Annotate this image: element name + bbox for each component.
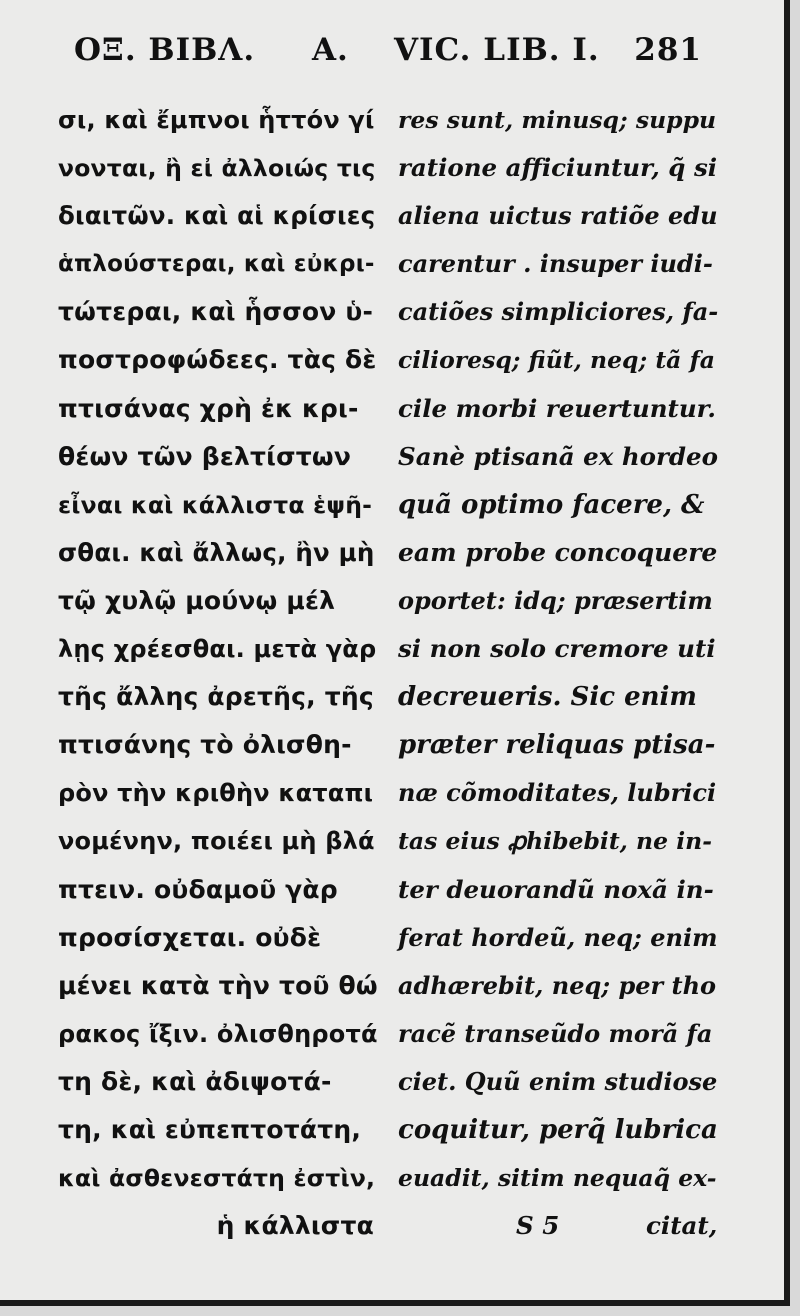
- greek-text-line: μένει κατὰ τὴν τοῦ θώ: [58, 970, 378, 1000]
- running-header: [74, 32, 702, 80]
- greek-text-line: σι, καὶ ἔμπνοι ἧττόν γί: [58, 106, 375, 134]
- greek-text-line: ἁπλούστεραι, καὶ εὐκρι-: [58, 251, 375, 278]
- greek-text-column: [58, 96, 378, 1250]
- page-number: 281: [634, 32, 702, 68]
- latin-text-column: [398, 96, 718, 1250]
- latin-text-line: næ cõmoditates, lubrici: [398, 778, 717, 808]
- greek-text-line: ρὸν τὴν κριθὴν καταπι: [58, 779, 374, 808]
- greek-text-line: σθαι. καὶ ἄλλως, ἢν μὴ: [58, 537, 375, 567]
- greek-text-line: τώτεραι, καὶ ἧσσον ὑ-: [58, 297, 374, 327]
- greek-text-line: τη δὲ, καὶ ἀδιψοτά-: [58, 1066, 332, 1096]
- latin-text-line: quã optimo facere, &: [398, 489, 705, 520]
- greek-text-line: καὶ ἀσθενεστάτη ἐστὶν,: [58, 1164, 376, 1193]
- latin-text-line: tas eius ꝓhibebit, ne in-: [398, 827, 713, 856]
- latin-catchword: citat,: [646, 1211, 718, 1241]
- latin-text-line: Sanè ptisanã ex hordeo: [398, 441, 718, 471]
- latin-text-line: præter reliquas ptisa-: [398, 730, 716, 761]
- latin-text-line: res sunt, minusq; suppu: [398, 106, 717, 134]
- greek-catchword: ἡ κάλλιστα: [216, 1211, 374, 1241]
- latin-text-line: catiões simpliciores, fa-: [398, 297, 719, 327]
- latin-text-line: oportet: idq; præsertim: [398, 585, 713, 615]
- latin-text-line: ter deuorandũ noxã in-: [398, 874, 714, 904]
- latin-text-line: eam probe concoquere: [398, 537, 718, 567]
- latin-text-line: ratione afficiuntur, q̃ si: [398, 153, 718, 183]
- latin-text-line: ciet. Quũ enim studiose: [398, 1066, 718, 1096]
- greek-text-line: προσίσχεται. οὐδὲ: [58, 922, 322, 952]
- greek-text-line: θέων τῶν βελτίστων: [58, 441, 352, 471]
- greek-text-line: εἶναι καὶ κάλλιστα ἑψῆ-: [58, 490, 373, 519]
- latin-text-line: decreueris. Sic enim: [398, 682, 697, 713]
- signature-mark: S 5: [516, 1211, 560, 1241]
- latin-text-line: carentur . insuper iudi-: [398, 249, 713, 279]
- greek-text-line: λῃς χρέεσθαι. μετὰ γὰρ: [58, 635, 377, 664]
- latin-text-line: adhærebit, neq; per tho: [398, 970, 717, 1000]
- latin-text-line: ferat hordeũ, neq; enim: [398, 922, 718, 952]
- greek-text-line: τη, καὶ εὐπεπτοτάτη,: [58, 1114, 362, 1144]
- greek-text-line: ποστροφώδεες. τὰς δὲ: [58, 345, 377, 375]
- greek-text-line: τῷ χυλῷ μούνῳ μέλ: [58, 585, 336, 615]
- greek-text-line: νονται, ἢ εἰ ἀλλοιώς τις: [58, 154, 376, 183]
- greek-text-line: ρακος ἴξιν. ὀλισθηροτά: [58, 1019, 378, 1048]
- greek-text-line: πτισάνας χρὴ ἐκ κρι-: [58, 393, 359, 423]
- greek-text-line: τῆς ἄλλης ἀρετῆς, τῆς: [58, 682, 374, 712]
- latin-text-line: cile morbi reuertuntur.: [398, 393, 716, 423]
- greek-text-line: πτισάνης τὸ ὀλισθη-: [58, 730, 352, 760]
- latin-text-line: racẽ transeũdo morã fa: [398, 1018, 713, 1048]
- greek-text-line: πτειν. οὐδαμοῦ γὰρ: [58, 874, 338, 904]
- greek-text-line: διαιτῶν. καὶ αἱ κρίσιες: [58, 201, 376, 231]
- greek-running-title: ΟΞ. ΒΙΒΛ.: [74, 32, 256, 68]
- latin-text-line: si non solo cremore uti: [398, 634, 716, 664]
- greek-book-number: Α.: [312, 32, 349, 68]
- latin-text-line: aliena uictus ratiõe edu: [398, 201, 718, 231]
- latin-text-line: coquitur, perq̃ lubrica: [398, 1114, 718, 1145]
- latin-running-title: VIC. LIB. I.: [394, 32, 600, 68]
- greek-text-line: νομένην, ποιέει μὴ βλά: [58, 827, 375, 856]
- latin-text-line: euadit, sitim nequaq̃ ex-: [398, 1164, 717, 1193]
- footer-line: [398, 1202, 718, 1250]
- latin-text-line: cilioresq; fiũt, neq; tã fa: [398, 346, 715, 375]
